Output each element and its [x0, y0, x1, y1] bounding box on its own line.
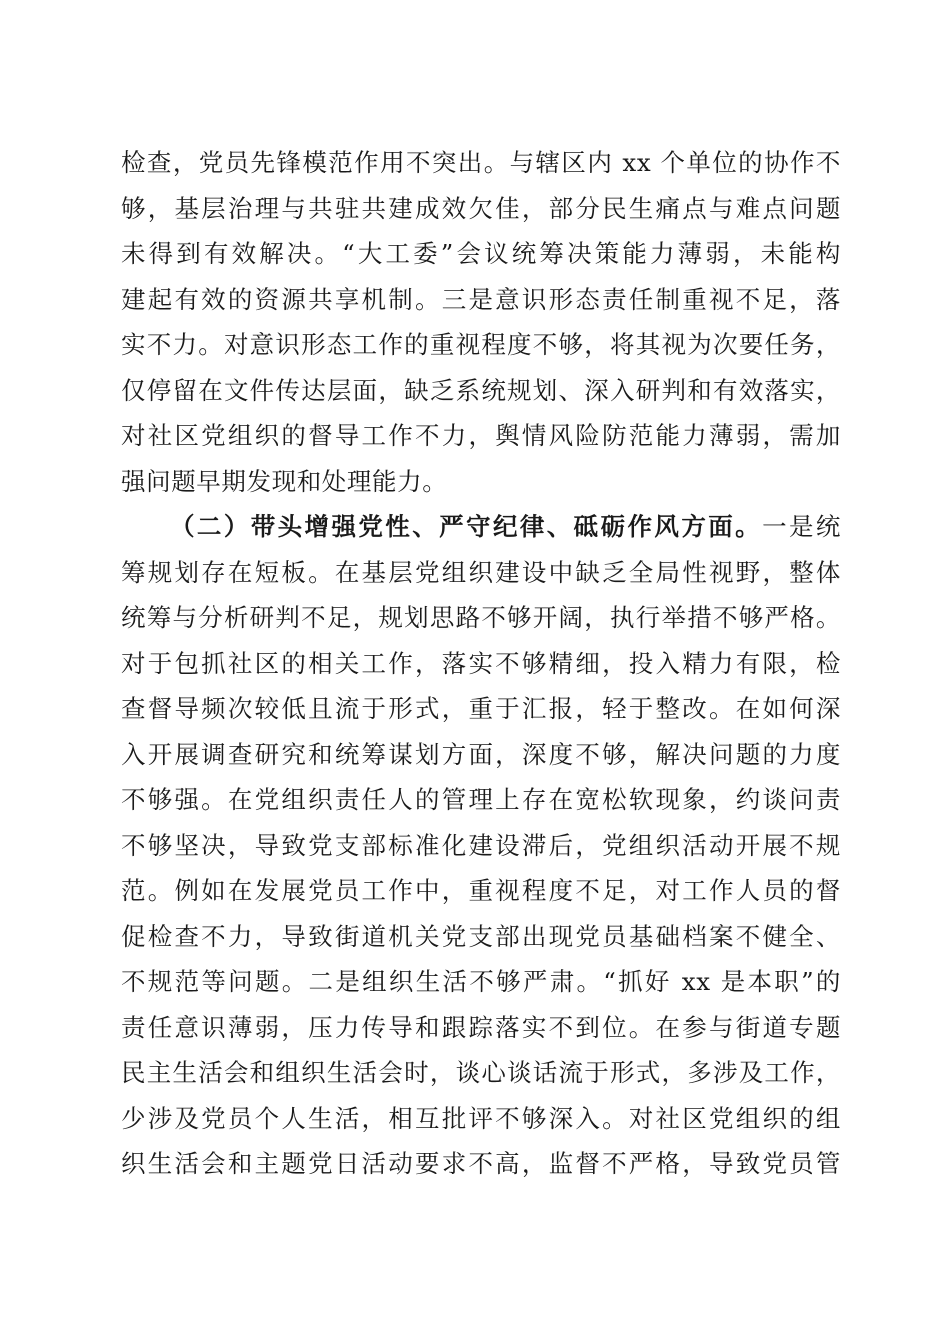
paragraph-line: 实不力。对意识形态工作的重视程度不够，将其视为次要任务， — [121, 330, 841, 359]
paragraph-line: 检查，党员先锋模范作用不突出。与辖区内 xx 个单位的协作不 — [121, 148, 841, 177]
paragraph-line: 不够坚决，导致党支部标准化建设滞后，党组织活动开展不规 — [121, 830, 841, 860]
paragraph-line: 仅停留在文件传达层面，缺乏系统规划、深入研判和有效落实， — [121, 375, 841, 405]
paragraph-line: 责任意识薄弱，压力传导和跟踪落实不到位。在参与街道专题 — [121, 1012, 841, 1042]
paragraph-line: 对社区党组织的督导工作不力，舆情风险防范能力薄弱，需加 — [121, 421, 841, 450]
paragraph-line: 未得到有效解决。“大工委”会议统筹决策能力薄弱，未能构 — [121, 239, 841, 268]
paragraph-line: 查督导频次较低且流于形式，重于汇报，轻于整改。在如何深 — [121, 694, 841, 723]
paragraph-line: 入开展调查研究和统筹谋划方面，深度不够，解决问题的力度 — [121, 739, 841, 769]
paragraph-line: 民主生活会和组织生活会时，谈心谈话流于形式，多涉及工作， — [121, 1058, 841, 1087]
paragraph-line: 筹规划存在短板。在基层党组织建设中缺乏全局性视野，整体 — [121, 557, 841, 587]
paragraph-line: 促检查不力，导致街道机关党支部出现党员基础档案不健全、 — [121, 921, 841, 951]
paragraph-line: 强问题早期发现和处理能力。 — [121, 466, 448, 496]
body-text — [121, 140, 841, 1187]
paragraph-line: 范。例如在发展党员工作中，重视程度不足，对工作人员的督 — [121, 876, 841, 905]
paragraph-line: 统筹与分析研判不足，规划思路不够开阔，执行举措不够严格。 — [121, 603, 841, 632]
paragraph-line: 够，基层治理与共驻共建成效欠佳，部分民生痛点与难点问题 — [121, 193, 841, 223]
paragraph-line: 不规范等问题。二是组织生活不够严肃。“抓好 xx 是本职”的 — [121, 967, 841, 996]
section-heading-line — [121, 504, 841, 550]
paragraph-line: 建起有效的资源共享机制。三是意识形态责任制重视不足，落 — [121, 284, 841, 314]
paragraph-line: 织生活会和主题党日活动要求不高，监督不严格，导致党员管 — [121, 1149, 841, 1178]
paragraph-line: 对于包抓社区的相关工作，落实不够精细，投入精力有限，检 — [121, 648, 841, 678]
section-heading: （二）带头增强党性、严守纪律、砥砺作风方面。 — [170, 512, 763, 541]
paragraph-line: 不够强。在党组织责任人的管理上存在宽松软现象，约谈问责 — [121, 785, 841, 814]
paragraph-line: 少涉及党员个人生活，相互批评不够深入。对社区党组织的组 — [121, 1103, 841, 1133]
section-heading-tail: 一是统 — [762, 512, 841, 541]
